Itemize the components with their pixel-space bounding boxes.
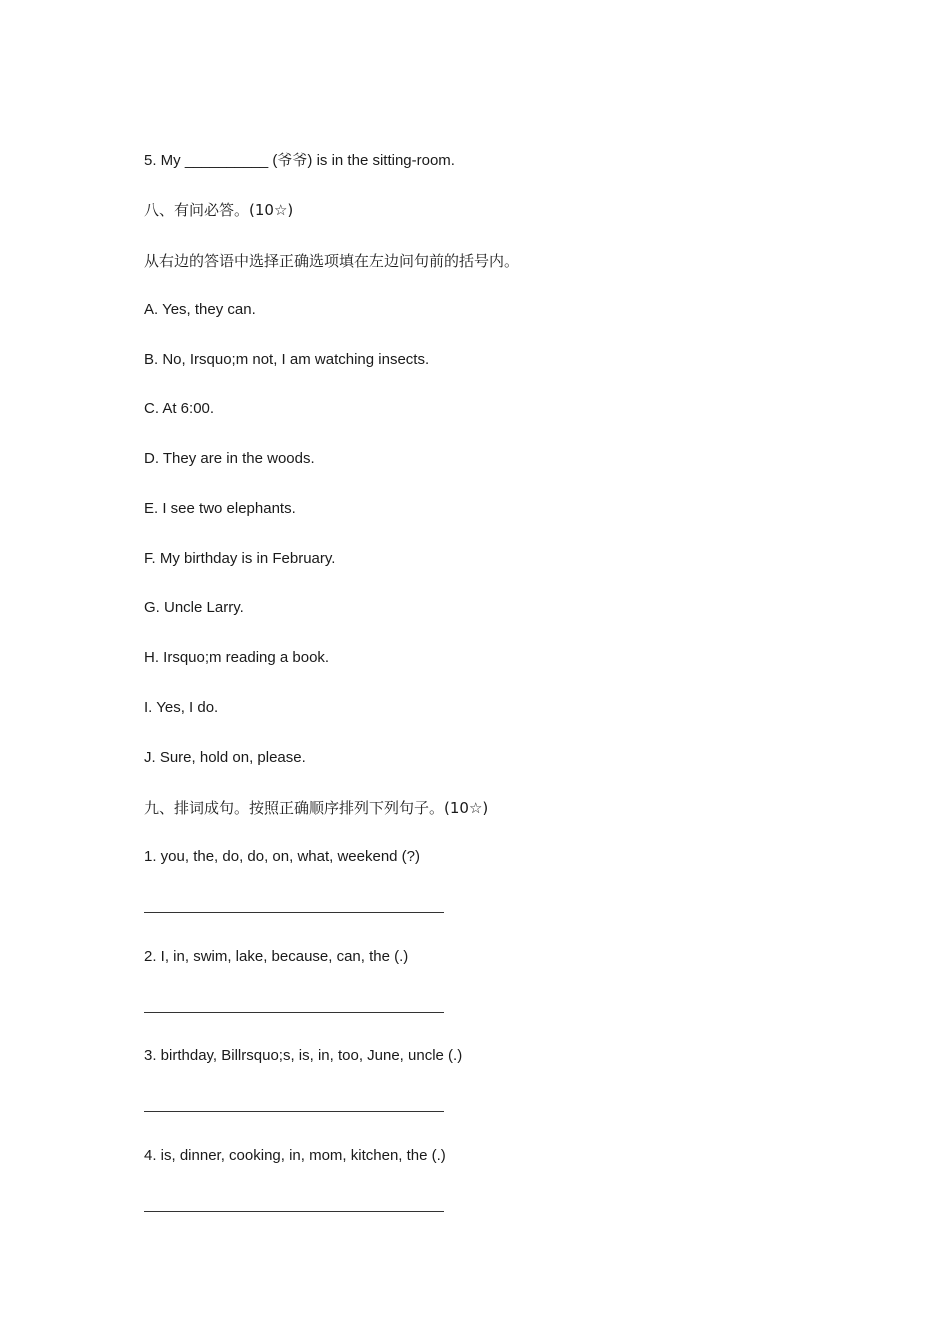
option-a: A. Yes, they can. — [144, 301, 256, 318]
option-b: B. No, Irsquo;m not, I am watching insects. — [144, 351, 430, 368]
answer-line-2[interactable] — [144, 1012, 444, 1013]
section-8-title: 八、有问必答。(10☆) — [144, 201, 294, 219]
sentence-1: 1. you, the, do, do, on, what, weekend (?) — [144, 848, 421, 865]
option-j: J. Sure, hold on, please. — [144, 749, 306, 766]
answer-line-4[interactable] — [144, 1211, 444, 1212]
sentence-4: 4. is, dinner, cooking, in, mom, kitchen, the (.) — [144, 1147, 446, 1164]
section-8-instruction: 从右边的答语中选择正确选项填在左边问句前的括号内。 — [144, 252, 520, 270]
option-i: I. Yes, I do. — [144, 699, 219, 716]
sentence-3: 3. birthday, Billrsquo;s, is, in, too, June, uncle (.) — [144, 1047, 463, 1064]
option-c: C. At 6:00. — [144, 400, 215, 417]
option-g: G. Uncle Larry. — [144, 599, 244, 616]
option-d: D. They are in the woods. — [144, 450, 315, 467]
answer-line-3[interactable] — [144, 1111, 444, 1112]
answer-line-1[interactable] — [144, 912, 444, 913]
sentence-2: 2. I, in, swim, lake, because, can, the (.) — [144, 948, 409, 965]
option-h: H. Irsquo;m reading a book. — [144, 649, 330, 666]
section-9-title: 九、排词成句。按照正确顺序排列下列句子。(10☆) — [144, 799, 489, 817]
question-5: 5. My __________ (爷爷) is in the sitting-room. — [144, 152, 455, 169]
option-e: E. I see two elephants. — [144, 500, 296, 517]
option-f: F. My birthday is in February. — [144, 550, 336, 567]
